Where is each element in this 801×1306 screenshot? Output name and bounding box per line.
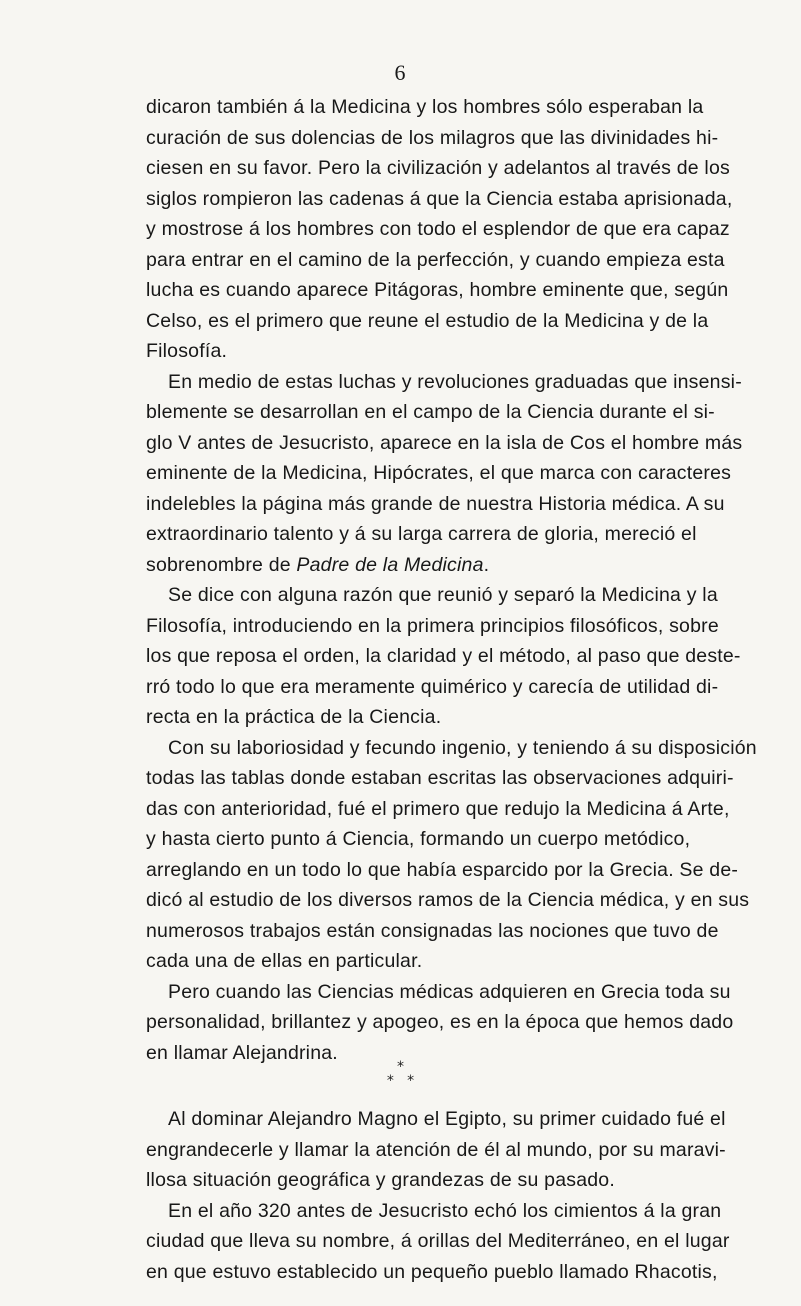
- text-line: eminente de la Medicina, Hipócrates, el que marca con caracteres: [146, 462, 732, 484]
- text-line: arreglando en un todo lo que había esparcido por la Grecia. Se de-: [146, 858, 739, 881]
- text-line: todas las tablas donde estaban escritas las observaciones adquiri-: [146, 767, 734, 789]
- text-line: Filosofía.: [146, 340, 228, 362]
- text-line: Se dice con alguna razón que reunió y separó la Medicina y la: [168, 584, 718, 606]
- text-line: rró todo lo que era meramente quimérico y carecía de utilidad di-: [146, 675, 719, 698]
- body-text-lower: [146, 1104, 730, 1287]
- text-line: Celso, es el primero que reune el estudio de la Medicina y de la: [146, 309, 709, 332]
- text-line: das con anterioridad, fué el primero que redujo la Medicina á Arte,: [146, 797, 730, 820]
- text-line: numerosos trabajos están consignadas las nociones que tuvo de: [146, 919, 719, 942]
- body-text-upper: [146, 92, 757, 1068]
- text-line: dicó al estudio de los diversos ramos de la Ciencia médica, y en sus: [146, 889, 750, 911]
- text-line: dicaron también á la Medicina y los hombres sólo esperaban la: [146, 96, 704, 118]
- text-line: en que estuvo establecido un pequeño pueblo llamado Rhacotis,: [146, 1260, 718, 1283]
- text-line: en llamar Alejandrina.: [146, 1041, 338, 1064]
- text-line: En el año 320 antes de Jesucristo echó los cimientos á la gran: [168, 1199, 722, 1222]
- text-line: y hasta cierto punto á Ciencia, formando un cuerpo metódico,: [146, 828, 691, 850]
- text-line-with-italic: [146, 550, 674, 581]
- text-line: Con su laboriosidad y fecundo ingenio, y teniendo á su disposición: [168, 736, 757, 759]
- text-line: curación de sus dolencias de los milagros que las divinidades hi-: [146, 126, 719, 149]
- text-line: En medio de estas luchas y revoluciones graduadas que insensi-: [168, 370, 742, 393]
- asterism-top: *: [397, 1059, 404, 1075]
- text-line: recta en la práctica de la Ciencia.: [146, 706, 442, 728]
- text-line: engrandecerle y llamar la atención de él al mundo, por su maravi-: [146, 1138, 726, 1161]
- text-line: siglos rompieron las cadenas á que la Ciencia estaba aprisionada,: [146, 187, 733, 210]
- text-line: cada una de ellas en particular.: [146, 950, 423, 972]
- text-fragment: sobrenombre de: [146, 553, 297, 576]
- asterism-bottom: * *: [386, 1073, 415, 1089]
- text-line: los que reposa el orden, la claridad y el método, al paso que deste-: [146, 645, 741, 667]
- italic-phrase: Padre de la Medicina: [296, 553, 484, 576]
- text-line: para entrar en el camino de la perfección, y cuando empieza esta: [146, 248, 725, 271]
- text-line: Pero cuando las Ciencias médicas adquieren en Grecia toda su: [168, 980, 731, 1003]
- text-line: ciudad que lleva su nombre, á orillas del Mediterráneo, en el lugar: [146, 1230, 730, 1252]
- text-line: llosa situación geográfica y grandezas de su pasado.: [146, 1169, 615, 1191]
- text-line: blemente se desarrollan en el campo de la Ciencia durante el si-: [146, 401, 715, 423]
- text-fragment: .: [483, 553, 490, 576]
- text-line: indelebles la página más grande de nuestra Historia médica. A su: [146, 492, 725, 515]
- text-line: Al dominar Alejandro Magno el Egipto, su primer cuidado fué el: [168, 1108, 726, 1130]
- text-line: lucha es cuando aparece Pitágoras, hombre eminente que, según: [146, 279, 729, 301]
- text-line: extraordinario talento y á su larga carrera de gloria, mereció el: [146, 523, 697, 545]
- text-line: y mostrose á los hombres con todo el esplendor de que era capaz: [146, 218, 730, 240]
- text-line: glo V antes de Jesucristo, aparece en la isla de Cos el hombre más: [146, 431, 743, 454]
- page-number: 6: [394, 60, 407, 85]
- text-line: personalidad, brillantez y apogeo, es en la época que hemos dado: [146, 1011, 734, 1033]
- text-line: ciesen en su favor. Pero la civilización y adelantos al través de los: [146, 157, 730, 179]
- text-line: Filosofía, introduciendo en la primera principios filosóficos, sobre: [146, 614, 719, 637]
